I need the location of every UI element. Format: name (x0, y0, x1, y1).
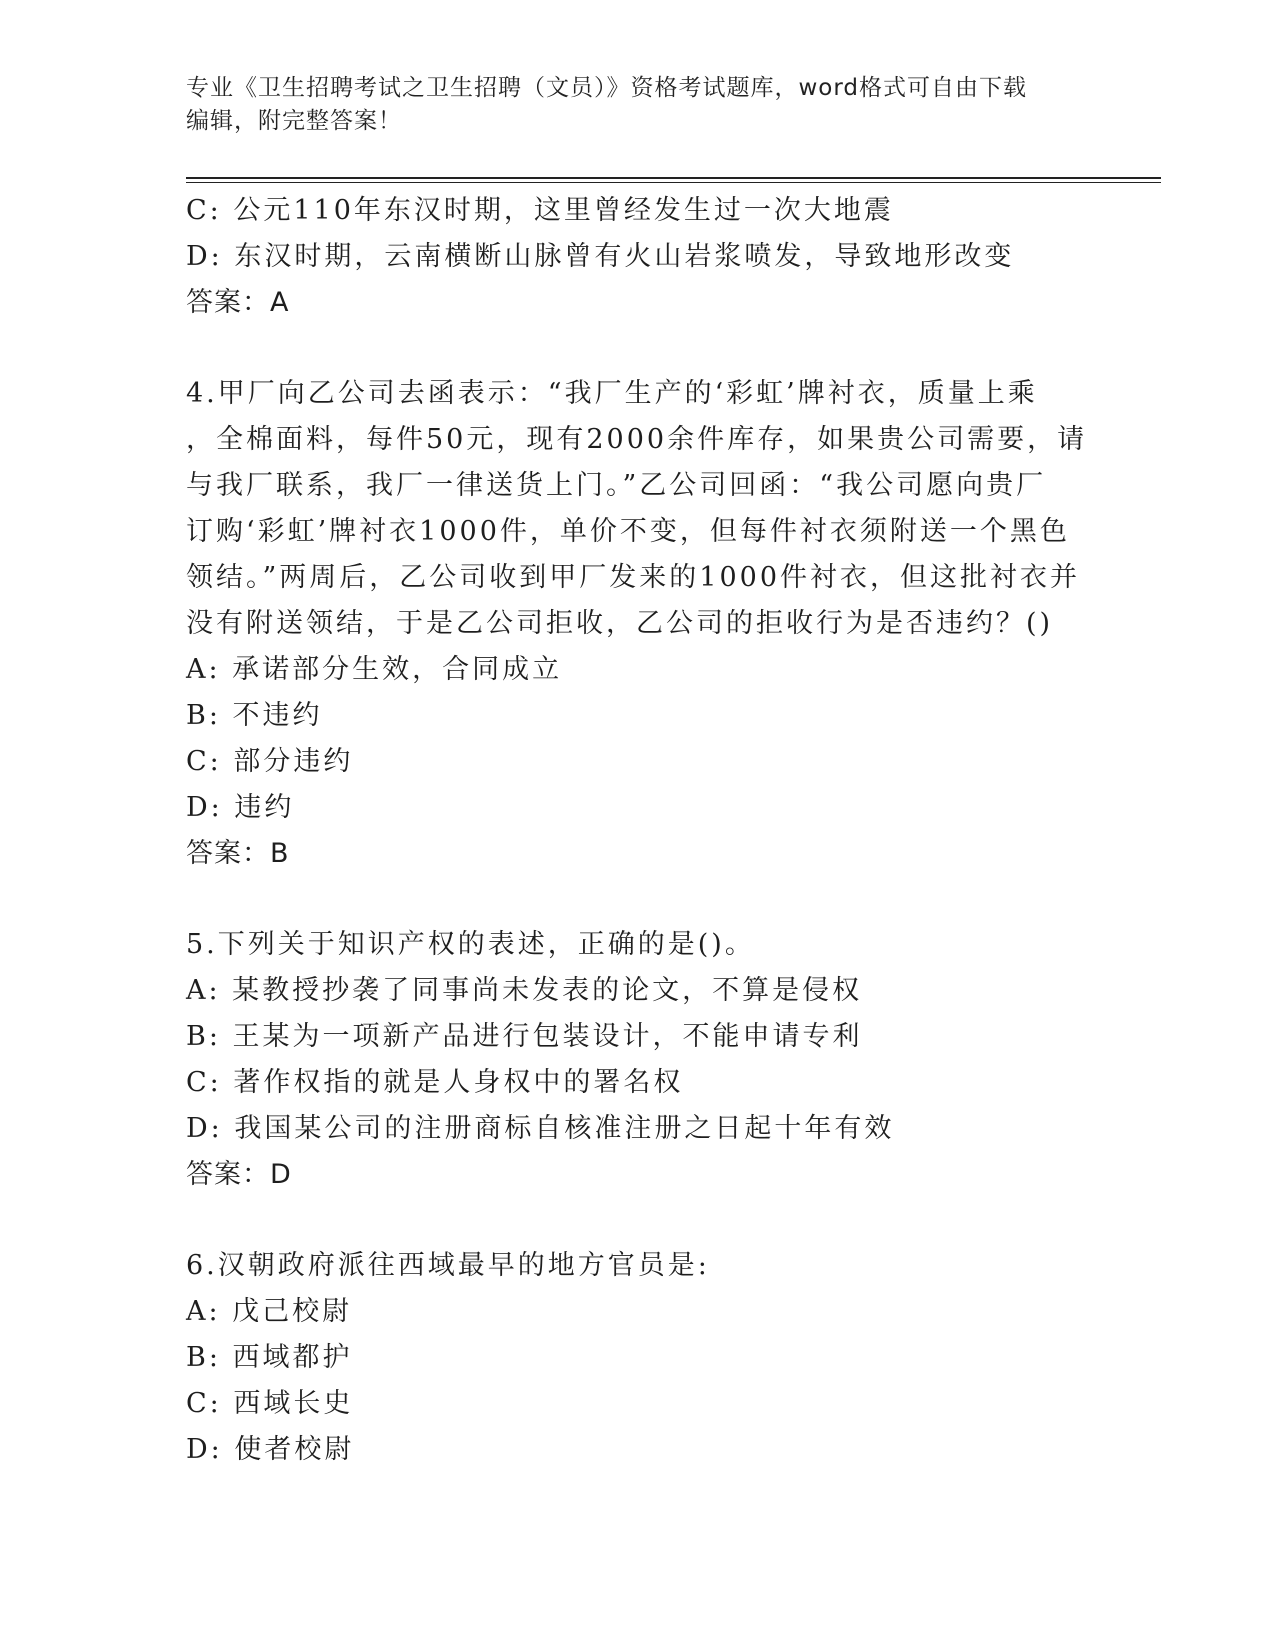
spacer (186, 877, 1086, 922)
option-a: A: 某教授抄袭了同事尚未发表的论文，不算是侵权 (186, 975, 863, 1006)
question-4 (186, 371, 1086, 877)
option-b: B: 王某为一项新产品进行包装设计，不能申请专利 (186, 1021, 863, 1052)
option-c: C: 西域长史 (186, 1388, 354, 1419)
option-d: D: 我国某公司的注册商标自核准注册之日起十年有效 (186, 1113, 895, 1144)
header-divider-thin (186, 182, 1161, 183)
answer: 答案：A (186, 287, 290, 318)
question-stem-line: 领结。”两周后，乙公司收到甲厂发来的1000件衬衣，但这批衬衣并 (186, 562, 1081, 593)
option-a: A: 承诺部分生效，合同成立 (186, 654, 563, 685)
question-stem-line: 与我厂联系，我厂一律送货上门。”乙公司回函：“我公司愿向贵厂 (186, 470, 1047, 501)
option-b: B: 西域都护 (186, 1342, 353, 1373)
question-stem-line: ，全棉面料，每件50元，现有2000余件库存，如果贵公司需要，请 (186, 424, 1088, 455)
header-line-1: 专业《卫生招聘考试之卫生招聘（文员）》资格考试题库，word格式可自由下载 (186, 75, 1028, 101)
spacer (186, 1198, 1086, 1243)
option-d: D: 使者校尉 (186, 1434, 355, 1465)
question-3-tail (186, 188, 1086, 326)
option-c: C: 公元110年东汉时期，这里曾经发生过一次大地震 (186, 195, 894, 226)
question-list (186, 188, 1086, 1473)
header-line-2: 编辑，附完整答案！ (186, 108, 402, 134)
question-stem: 5.下列关于知识产权的表述，正确的是()。 (186, 929, 755, 960)
option-b: B: 不违约 (186, 700, 323, 731)
option-d: D: 东汉时期，云南横断山脉曾有火山岩浆喷发，导致地形改变 (186, 241, 1015, 272)
question-stem-line: 订购‘彩虹’牌衬衣1000件，单价不变，但每件衬衣须附送一个黑色 (186, 516, 1070, 547)
question-6 (186, 1243, 1086, 1473)
option-c: C: 著作权指的就是人身权中的署名权 (186, 1067, 684, 1098)
option-c: C: 部分违约 (186, 746, 354, 777)
question-stem-line: 没有附送领结，于是乙公司拒收，乙公司的拒收行为是否违约？() (186, 608, 1054, 639)
question-stem-line: 4.甲厂向乙公司去函表示：“我厂生产的‘彩虹’牌衬衣，质量上乘 (186, 378, 1038, 409)
option-a: A: 戊己校尉 (186, 1296, 353, 1327)
answer: 答案：B (186, 838, 290, 869)
header-divider-thick (186, 177, 1161, 179)
option-d: D: 违约 (186, 792, 295, 823)
spacer (186, 326, 1086, 371)
question-stem: 6.汉朝政府派往西域最早的地方官员是: (186, 1250, 710, 1281)
answer: 答案：D (186, 1159, 292, 1190)
document-header (186, 72, 1086, 138)
question-5 (186, 922, 1086, 1198)
